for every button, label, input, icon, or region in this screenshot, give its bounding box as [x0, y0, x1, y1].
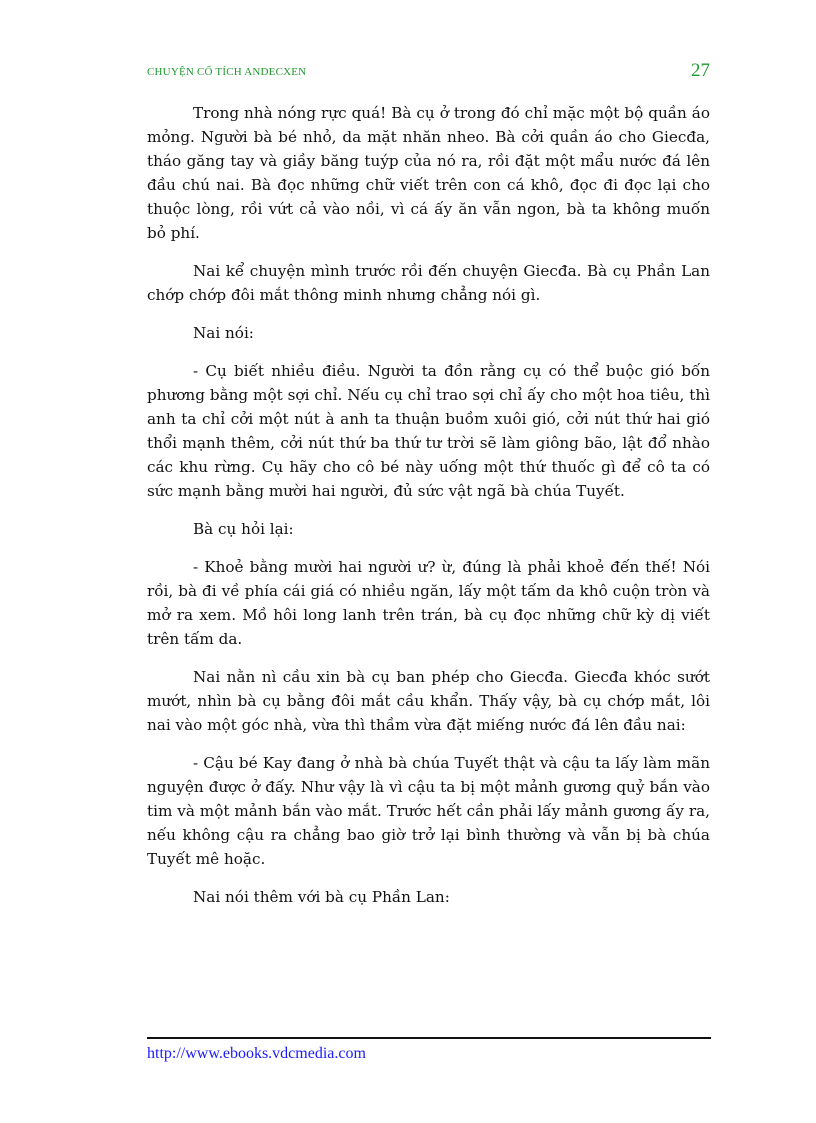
- paragraph: Nai kể chuyện mình trước rồi đến chuyện Giecđa. Bà cụ Phần Lan chớp chớp đôi mắt thông minh nhưng chẳng nói gì.: [147, 262, 710, 304]
- paragraph: Bà cụ hỏi lại:: [193, 520, 294, 538]
- paragraph: Nai nói thêm với bà cụ Phần Lan:: [193, 888, 450, 906]
- paragraph: Trong nhà nóng rực quá! Bà cụ ở trong đó chỉ mặc một bộ quần áo mỏng. Người bà bé nhỏ, da mặt nhăn nheo. Bà cởi quần áo cho Giecđa, tháo găng tay và giầy băng tuýp của nó ra, rồi đặt một mẩu nước đá lên đầu chú nai. Bà đọc những chữ viết trên con cá khô, đọc đi đọc lại cho thuộc lòng, rồi vứt cả vào nồi, vì cá ấy ăn vẫn ngon, bà ta không muốn bỏ phí.: [147, 104, 710, 242]
- story-body: [147, 101, 710, 923]
- paragraph: - Khoẻ bằng mười hai người ư? ừ, đúng là phải khoẻ đến thế! Nói rồi, bà đi về phía cái giá có nhiều ngăn, lấy một tấm da khô cuộn tròn và mở ra xem. Mồ hôi long lanh trên trán, bà cụ đọc những chữ kỳ dị viết trên tấm da.: [147, 558, 710, 648]
- page-number: 27: [691, 60, 710, 81]
- paragraph: Nai nằn nì cầu xin bà cụ ban phép cho Giecđa. Giecđa khóc sướt mướt, nhìn bà cụ bằng đôi mắt cầu khẩn. Thấy vậy, bà cụ chớp mắt, lôi nai vào một góc nhà, vừa thì thầm vừa đặt miếng nước đá lên đầu nai:: [147, 668, 710, 734]
- paragraph: Nai nói:: [193, 324, 254, 342]
- paragraph: - Cậu bé Kay đang ở nhà bà chúa Tuyết thật và cậu ta lấy làm mãn nguyện được ở đấy. Như vậy là vì cậu ta bị một mảnh gương quỷ bắn vào tim và một mảnh bắn vào mắt. Trước hết cần phải lấy mảnh gương ấy ra, nếu không cậu ra chẳng bao giờ trở lại bình thường và vẫn bị bà chúa Tuyết mê hoặc.: [147, 754, 710, 868]
- paragraph: - Cụ biết nhiều điều. Người ta đồn rằng cụ có thể buộc gió bốn phương bằng một sợi chỉ. Nếu cụ chỉ trao sợi chỉ ấy cho một hoa tiêu, thì anh ta chỉ cởi một nút à anh ta thuận buồm xuôi gió, cởi nút thứ hai gió thổi mạnh thêm, cởi nút thứ ba thứ tư trời sẽ làm giông bão, lật đổ nhào các khu rừng. Cụ hãy cho cô bé này uống một thứ thuốc gì để cô ta có sức mạnh bằng mười hai người, đủ sức vật ngã bà chúa Tuyết.: [147, 362, 710, 500]
- running-header-title: CHUYỆN CỔ TÍCH ANDECXEN: [147, 66, 307, 78]
- footer-url-link[interactable]: http://www.ebooks.vdcmedia.com: [147, 1045, 366, 1062]
- footer-divider: [147, 1037, 711, 1039]
